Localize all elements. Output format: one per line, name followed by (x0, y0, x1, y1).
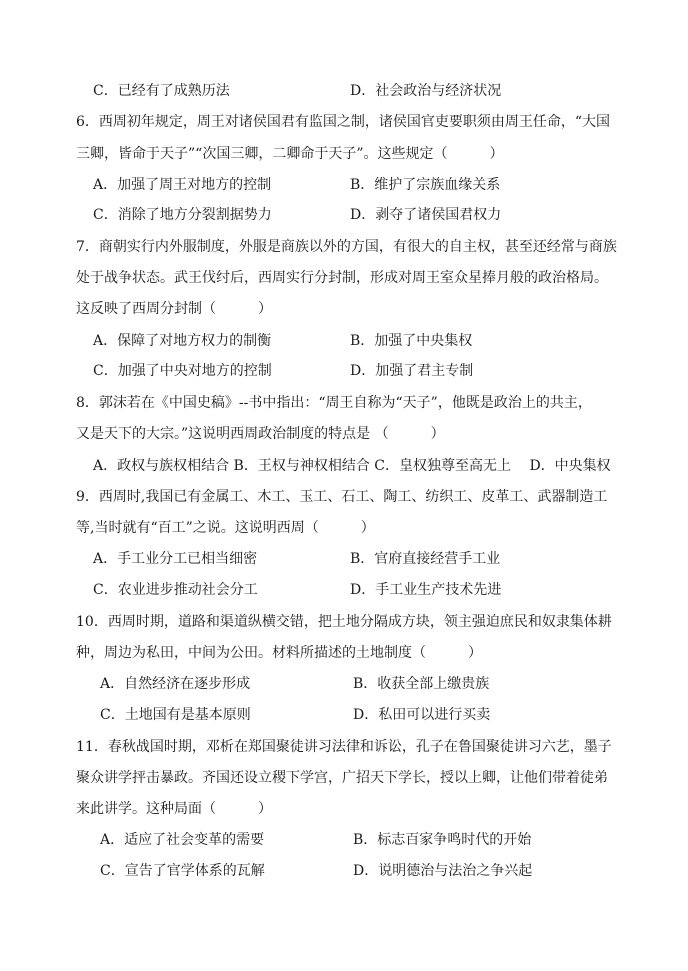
question-6-stem-line-1: 6．西周初年规定，周王对诸侯国君有监国之制，诸侯国官吏要职须由周王任命，“大国 (76, 114, 611, 130)
option-c-prev: C．已经有了成熟历法 (93, 83, 230, 99)
question-8-stem-line-2: 又是天下的大宗。”这说明西周政治制度的特点是 （ ） (76, 426, 445, 442)
question-9-stem-line-2: 等,当时就有“百工”之说。这说明西周（ ） (76, 520, 375, 536)
question-6-option-d: D．剥夺了诸侯国君权力 (350, 207, 502, 223)
question-9-option-d: D．手工业生产技术先进 (350, 582, 502, 598)
question-7-option-d: D．加强了君主专制 (350, 363, 474, 379)
question-6-option-c: C．消除了地方分裂割据势力 (93, 207, 272, 223)
question-10-option-a: A．自然经济在逐步形成 (100, 676, 251, 692)
question-10-option-c: C．土地国有是基本原则 (100, 707, 251, 723)
question-11-stem-line-1: 11．春秋战国时期，邓析在郑国聚徒讲习法律和诉讼，孔子在鲁国聚徒讲习六艺，墨子 (76, 739, 612, 755)
question-11-option-b: B．标志百家争鸣时代的开始 (353, 832, 532, 848)
question-8-stem-line-1: 8．郭沫若在《中国史稿》--书中指出：“周王自称为“天子”，他既是政治上的共主， (76, 395, 592, 411)
question-7-stem-line-2: 处于战争状态。武王伐纣后，西周实行分封制，形成对周王室众星捧月般的政治格局。 (76, 270, 608, 286)
question-6-stem-line-2: 三卿，皆命于天子”“次国三卿，二卿命于天子”。这些规定（ ） (76, 146, 504, 162)
question-7-stem-line-1: 7．商朝实行内外服制度，外服是商族以外的方国，有很大的自主权，甚至还经常与商族 (76, 239, 617, 255)
question-7-option-b: B．加强了中央集权 (350, 333, 473, 349)
question-6-option-a: A．加强了周王对地方的控制 (93, 177, 272, 193)
question-11-option-a: A．适应了社会变革的需要 (100, 832, 265, 848)
question-11-stem-line-3: 来此讲学。这种局面（ ） (76, 801, 272, 817)
question-11-stem-line-2: 聚众讲学抨击暴政。齐国还设立稷下学宫，广招天下学长，授以上卿，让他们带着徒弟 (76, 770, 608, 786)
question-10-stem-line-1: 10．西周时期，道路和渠道纵横交错，把土地分隔成方块，领主强迫庶民和奴隶集体耕 (76, 614, 612, 630)
question-10-option-b: B．收获全部上缴贵族 (353, 676, 490, 692)
question-8-options: A．政权与族权相结合 B．王权与神权相结合 C．皇权独尊至高无上 D．中央集权 (93, 458, 611, 474)
question-7-stem-line-3: 这反映了西周分封制（ ） (76, 301, 272, 317)
question-9-stem-line-1: 9．西周时,我国已有金属工、木工、玉工、石工、陶工、纺织工、皮革工、武器制造工 (76, 489, 608, 505)
question-11-option-c: C．宣告了官学体系的瓦解 (100, 863, 265, 879)
question-9-option-a: A．手工业分工已相当细密 (93, 551, 258, 567)
question-7-option-a: A．保障了对地方权力的制衡 (93, 333, 272, 349)
question-11-option-d: D．说明德治与法治之争兴起 (353, 863, 533, 879)
question-9-option-c: C．农业进步推动社会分工 (93, 582, 258, 598)
question-7-option-c: C．加强了中央对地方的控制 (93, 363, 272, 379)
option-d-prev: D．社会政治与经济状况 (350, 83, 502, 99)
question-10-option-d: D．私田可以进行买卖 (353, 707, 491, 723)
question-10-stem-line-2: 种，周边为私田，中间为公田。材料所描述的土地制度（ ） (76, 645, 482, 661)
question-6-option-b: B．维护了宗族血缘关系 (350, 177, 501, 193)
question-9-option-b: B．官府直接经营手工业 (350, 551, 501, 567)
